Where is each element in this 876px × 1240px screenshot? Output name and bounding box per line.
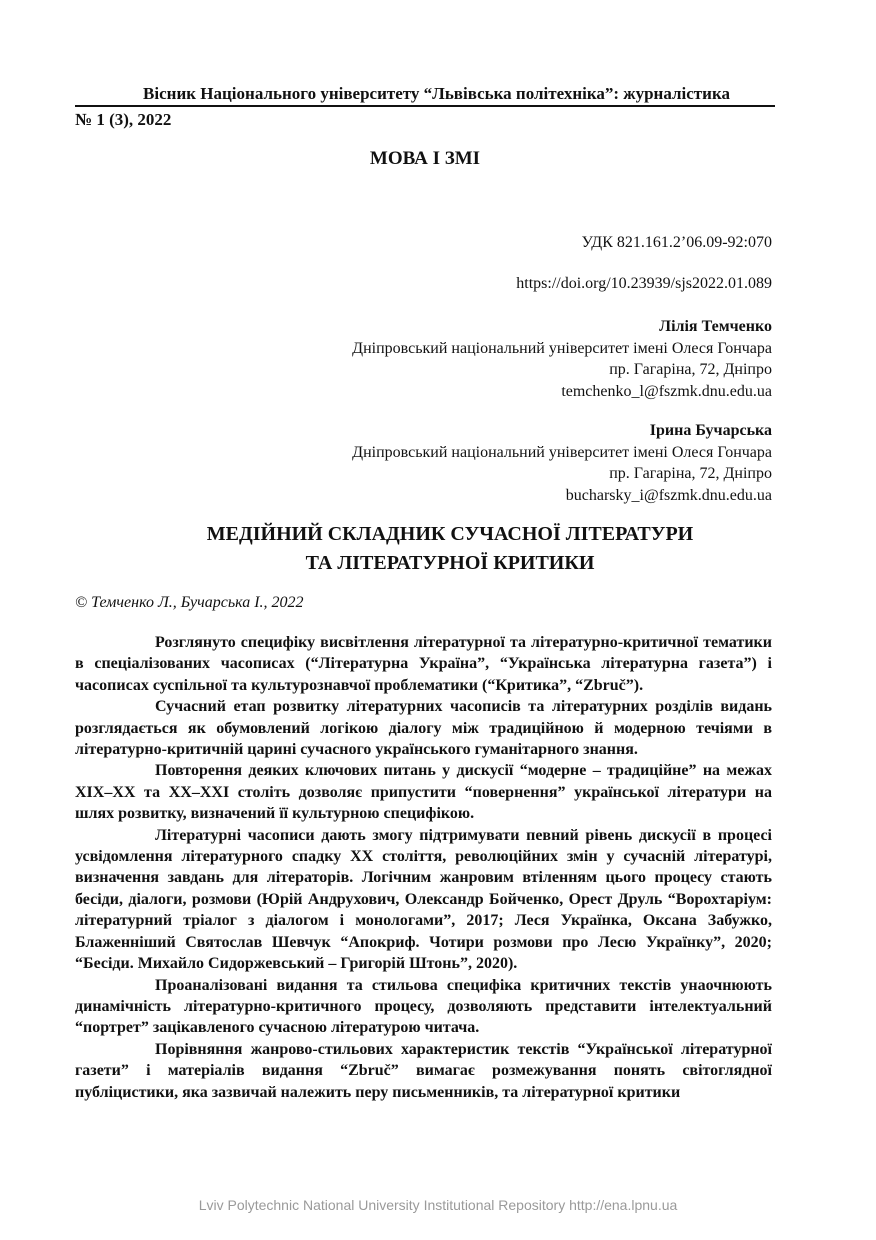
udc-code: УДК 821.161.2’06.09-92:070 (581, 234, 772, 251)
abstract (75, 632, 772, 1103)
abstract-paragraph: Порівняння жанрово-стильових характеристик текстів “Української літературної газети” і матеріалів видання “Zbruč” вимагає розмежування понять світоглядної публіцистики, яка зазвичай належить перу письменників, та літературної критики (75, 1040, 772, 1101)
author-name: Ірина Бучарська (649, 422, 772, 439)
abstract-paragraph: Сучасний етап розвитку літературних часописів та літературних розділів видань розглядається як обумовлений логікою діалогу між традиційною й модерною течіями в літературно-критичній царині сучасного українського гуманітарного знання. (75, 698, 772, 759)
issue-number: № 1 (3), 2022 (75, 110, 172, 129)
journal-title: Вісник Національного університету “Львівська політехніка”: журналістика (143, 84, 730, 103)
header-divider (75, 105, 775, 107)
author-address: пр. Гагаріна, 72, Дніпро (609, 465, 772, 482)
author-email[interactable]: temchenko_l@fszmk.dnu.edu.ua (561, 382, 772, 400)
abstract-paragraph: Літературні часописи дають змогу підтримувати певний рівень дискусії в процесі усвідомлення літературного спадку XX століття, революційних змін у сучасній літературі, визначення завдань для літераторів. Логічним жанровим втіленням цього процесу стають бесіди, діалоги, розмови (Юрій Андрухович, Олександр Бойченко, Орест Друль “Ворохтаріум: літературний тріалог з діалогом і монологами”, 2017; Леся Українка, Оксана Забужко, Блаженніший Святослав Шевчук “Апокриф. Чотири розмови про Лесю Українку”, 2020; “Бесіди. Михайло Сидоржевський – Григорій Штонь”, 2020). (75, 826, 772, 973)
doi-link[interactable]: https://doi.org/10.23939/sjs2022.01.089 (516, 275, 772, 292)
author-name: Лілія Темченко (659, 318, 772, 335)
abstract-paragraph: Розглянуто специфіку висвітлення літературної та літературно-критичної тематики в спеціалізованих часописах (“Літературна Україна”, “Українська літературна газета”) і часописах суспільної та культурознавчої проблематики (“Критика”, “Zbruč”). (75, 634, 772, 694)
section-title: МОВА І ЗМІ (369, 148, 481, 169)
article-title-line: ТА ЛІТЕРАТУРНОЇ КРИТИКИ (305, 552, 595, 574)
author-affiliation: Дніпровський національний університет імені Олеся Гончара (352, 443, 772, 461)
article-title (75, 520, 825, 578)
author-block (352, 420, 772, 506)
author-block (352, 316, 772, 402)
copyright-notice: © Темченко Л., Бучарська І., 2022 (75, 594, 304, 611)
article-title-line: МЕДІЙНИЙ СКЛАДНИК СУЧАСНОЇ ЛІТЕРАТУРИ (206, 523, 694, 545)
abstract-paragraph: Повторення деяких ключових питань у дискусії “модерне – традиційне” на межах XIX–XX та XX–XXI століть дозволяє припустити “повернення” української літератури на шлях розвитку, визначений її культурною специфікою. (75, 762, 772, 823)
author-email[interactable]: bucharsky_i@fszmk.dnu.edu.ua (565, 486, 772, 504)
author-address: пр. Гагаріна, 72, Дніпро (609, 361, 772, 378)
abstract-paragraph: Проаналізовані видання та стильова специфіка критичних текстів унаочнюють динамічність літературно-критичного процесу, дозволяють представити інтелектуальний “портрет” зацікавленого сучасною літературою читача. (75, 976, 772, 1037)
author-affiliation: Дніпровський національний університет імені Олеся Гончара (352, 339, 772, 357)
repository-footer: Lviv Polytechnic National University Institutional Repository http://ena.lpnu.ua (198, 1197, 678, 1213)
